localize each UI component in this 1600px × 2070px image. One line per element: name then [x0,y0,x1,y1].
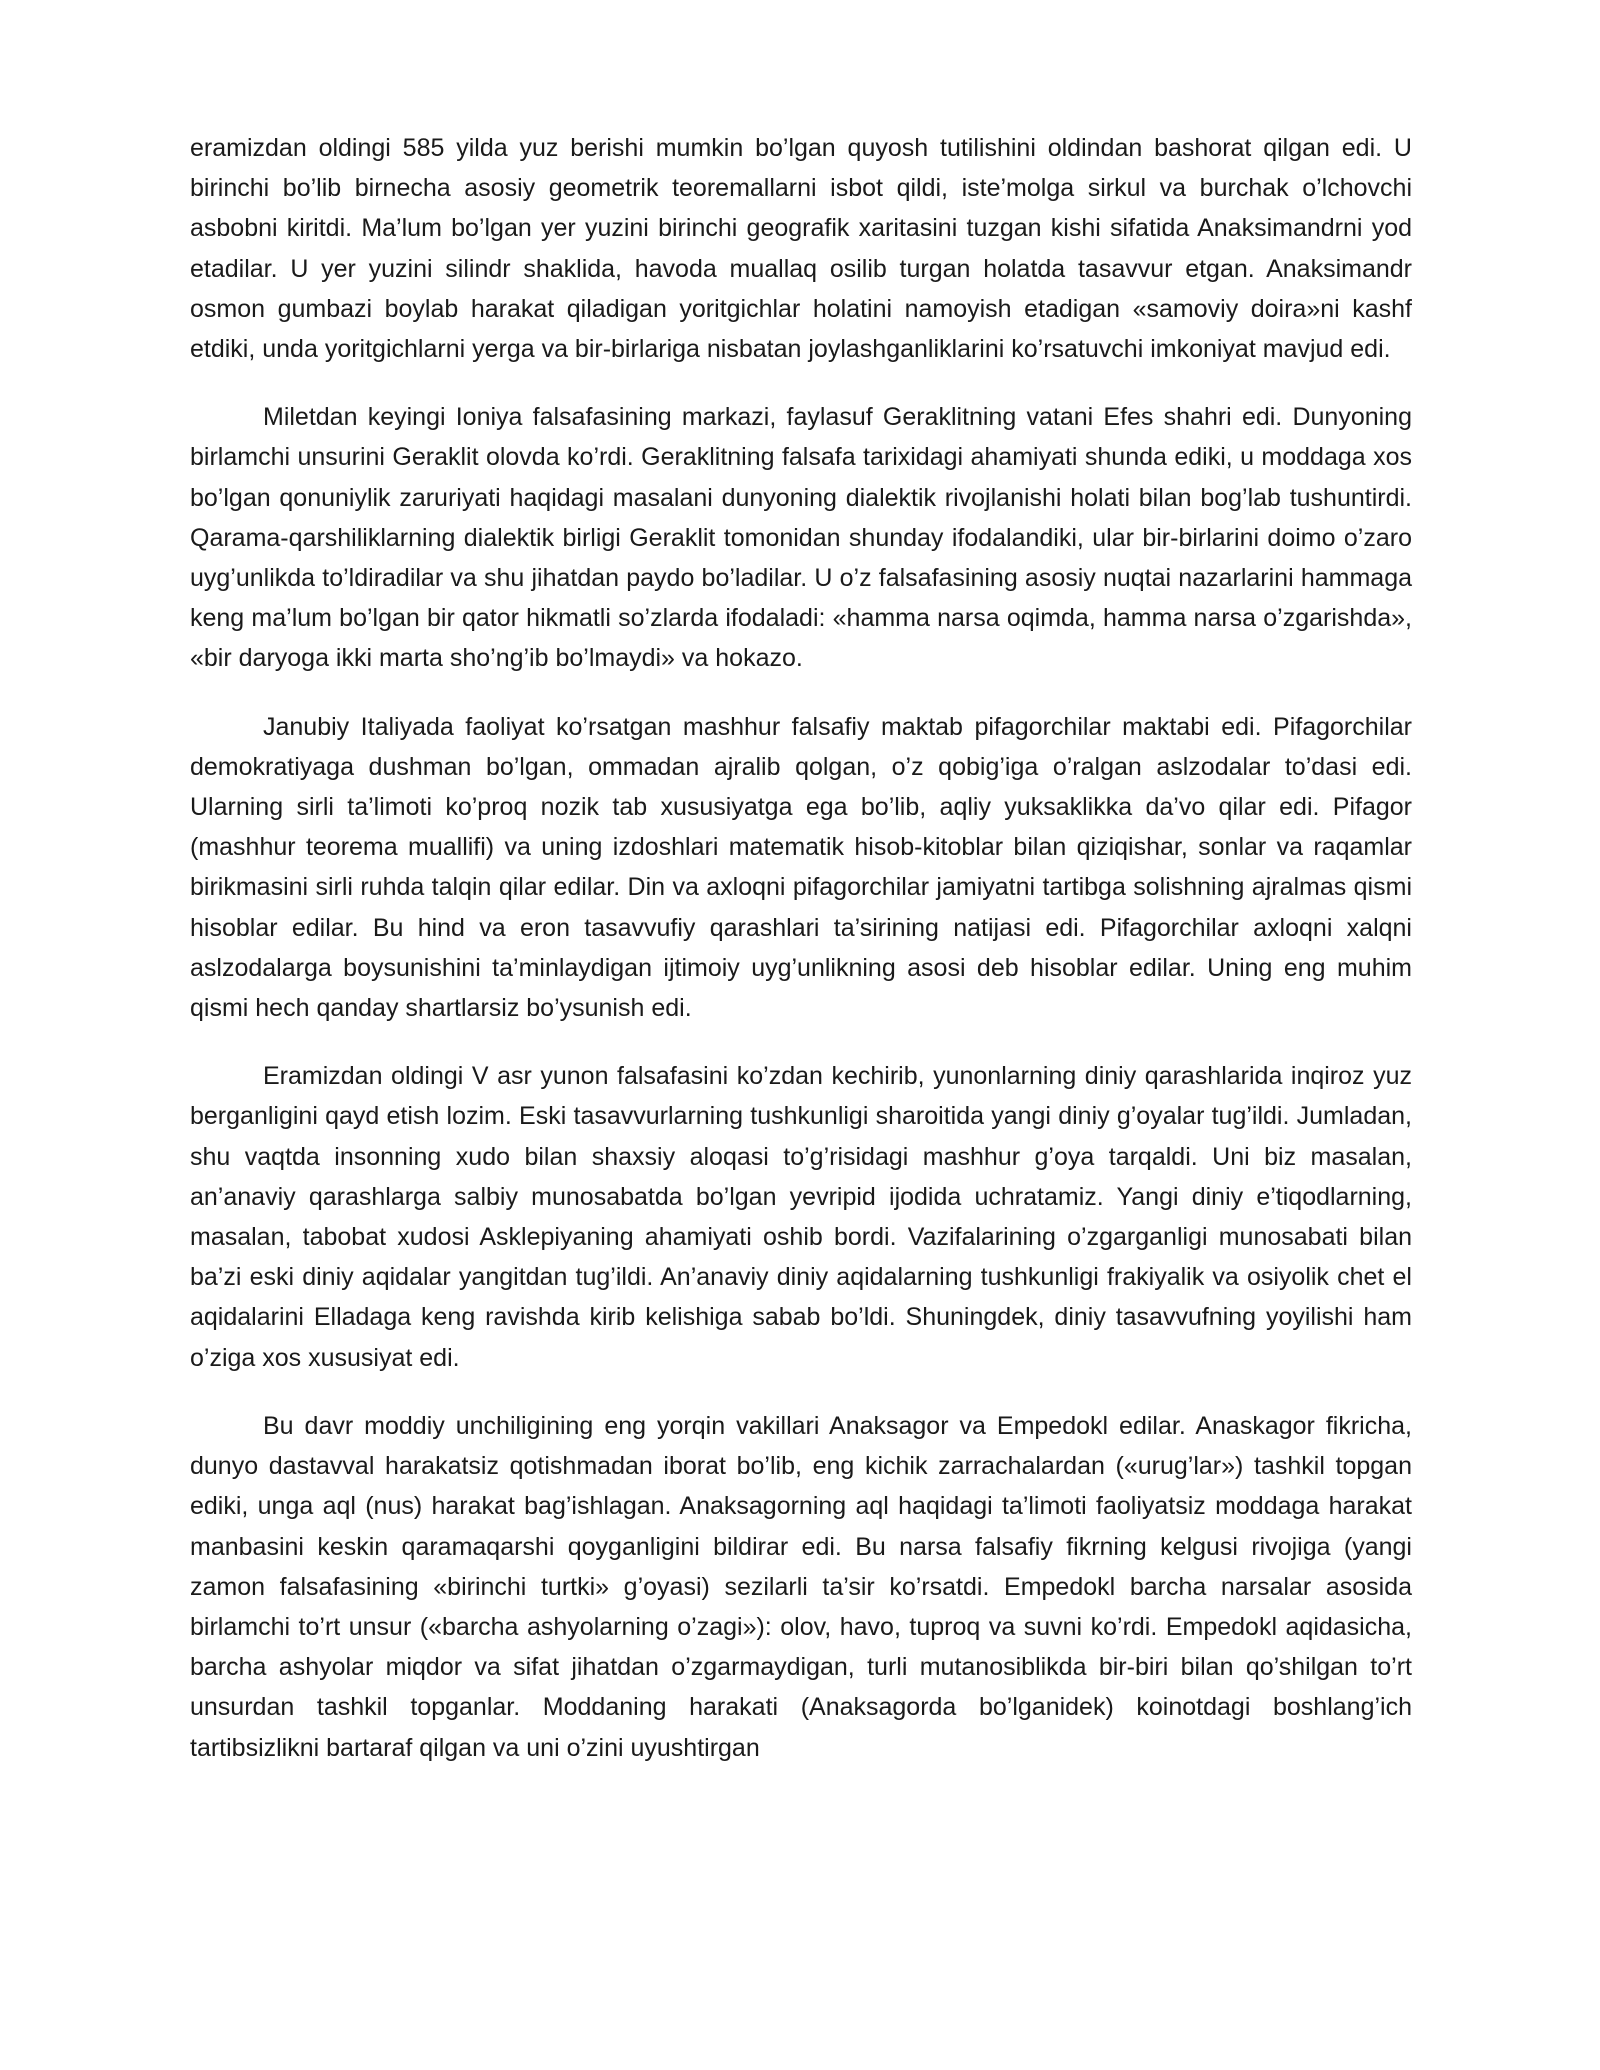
document-body [190,128,1412,1796]
paragraph-4: Eramizdan oldingi V asr yunon falsafasini ko’zdan kechirib, yunonlarning diniy qarashlarida inqiroz yuz berganligini qayd etish lozim. Eski tasavvurlarning tushkunligi sharoitida yangi diniy g’oyalar tug’ildi. Jumladan, shu vaqtda insonning xudo bilan shaxsiy aloqasi to’g’risidagi mashhur g’oya tarqaldi. Uni biz masalan, an’anaviy qarashlarga salbiy munosabatda bo’lgan yevripid ijodida uchratamiz. Yangi diniy e’tiqodlarning, masalan, tabobat xudosi Asklepiyaning ahamiyati oshib bordi. Vazifalarining o’zgarganligi munosabati bilan ba’zi eski diniy aqidalar yangitdan tug’ildi. An’anaviy diniy aqidalarning tushkunligi frakiyalik va osiyolik chet el aqidalarini Elladaga keng ravishda kirib kelishiga sabab bo’ldi. Shuningdek, diniy tasavvufning yoyilishi ham o’ziga xos xususiyat edi. [190,1062,1412,1372]
paragraph-1: eramizdan oldingi 585 yilda yuz berishi mumkin bo’lgan quyosh tutilishini oldindan bashorat qilgan edi. U birinchi bo’lib birnecha asosiy geometrik teoremallarni isbot qildi, iste’molga sirkul va burchak o’lchovchi asbobni kiritdi. Ma’lum bo’lgan yer yuzini birinchi geografik xaritasini tuzgan kishi sifatida Anaksimandrni yod etadilar. U yer yuzini silindr shaklida, havoda muallaq osilib turgan holatda tasavvur etgan. Anaksimandr osmon gumbazi boylab harakat qiladigan yoritgichlar holatini namoyish etadigan «samoviy doira»ni kashf etdiki, unda yoritgichlarni yerga va bir-birlariga nisbatan joylashganliklarini ko’rsatuvchi imkoniyat mavjud edi. [190,134,1412,364]
paragraph-5: Bu davr moddiy unchiligining eng yorqin vakillari Anaksagor va Empedokl edilar. Anaskagor fikricha, dunyo dastavval harakatsiz qotishmadan iborat bo’lib, eng kichik zarrachalardan («urug’lar») tashkil topgan ediki, unga aql (nus) harakat bag’ishlagan. Anaksagorning aql haqidagi ta’limoti faoliyatsiz moddaga harakat manbasini keskin qaramaqarshi qoyganligini bildirar edi. Bu narsa falsafiy fikrning kelgusi rivojiga (yangi zamon falsafasining «birinchi turtki» g’oyasi) sezilarli ta’sir ko’rsatdi. Empedokl barcha narsalar asosida birlamchi to’rt unsur («barcha ashyolarning o’zagi»): olov, havo, tuproq va suvni ko’rdi. Empedokl aqidasicha, barcha ashyolar miqdor va sifat jihatdan o’zgarmaydigan, turli mutanosiblikda bir-biri bilan qo’shilgan to’rt unsurdan tashkil topganlar. Moddaning harakati (Anaksagorda bo’lganidek) koinotdagi boshlang’ich tartibsizlikni bartaraf qilgan va uni o’zini uyushtirgan [190,1411,1412,1762]
paragraph-2: Miletdan keyingi Ioniya falsafasining markazi, faylasuf Geraklitning vatani Efes shahri edi. Dunyoning birlamchi unsurini Geraklit olovda ko’rdi. Geraklitning falsafa tarixidagi ahamiyati shunda ediki, u moddaga xos bo’lgan qonuniylik zaruriyati haqidagi masalani dunyoning dialektik rivojlanishi holati bilan bog’lab tushuntirdi. Qarama-qarshiliklarning dialektik birligi Geraklit tomonidan shunday ifodalandiki, ular bir-birlarini doimo o’zaro uyg’unlikda to’ldiradilar va shu jihatdan paydo bo’ladilar. U o’z falsafasining asosiy nuqtai nazarlarini hammaga keng ma’lum bo’lgan bir qator hikmatli so’zlarda ifodaladi: «hamma narsa oqimda, hamma narsa o’zgarishda», «bir daryoga ikki marta sho’ng’ib bo’lmaydi» va hokazo. [190,403,1412,673]
paragraph-3: Janubiy Italiyada faoliyat ko’rsatgan mashhur falsafiy maktab pifagorchilar maktabi edi. Pifagorchilar demokratiyaga dushman bo’lgan, ommadan ajralib qolgan, o’z qobig’iga o’ralgan aslzodalar to’dasi edi. Ularning sirli ta’limoti ko’proq nozik tab xususiyatga ega bo’lib, aqliy yuksaklikka da’vo qilar edi. Pifagor (mashhur teorema muallifi) va uning izdoshlari matematik hisob-kitoblar bilan qiziqishar, sonlar va raqamlar birikmasini sirli ruhda talqin qilar edilar. Din va axloqni pifagorchilar jamiyatni tartibga solishning ajralmas qismi hisoblar edilar. Bu hind va eron tasavvufiy qarashlari ta’sirining natijasi edi. Pifagorchilar axloqni xalqni aslzodalarga boysunishini ta’minlaydigan ijtimoiy uyg’unlikning asosi deb hisoblar edilar. Uning eng muhim qismi hech qanday shartlarsiz bo’ysunish edi. [190,712,1412,1023]
